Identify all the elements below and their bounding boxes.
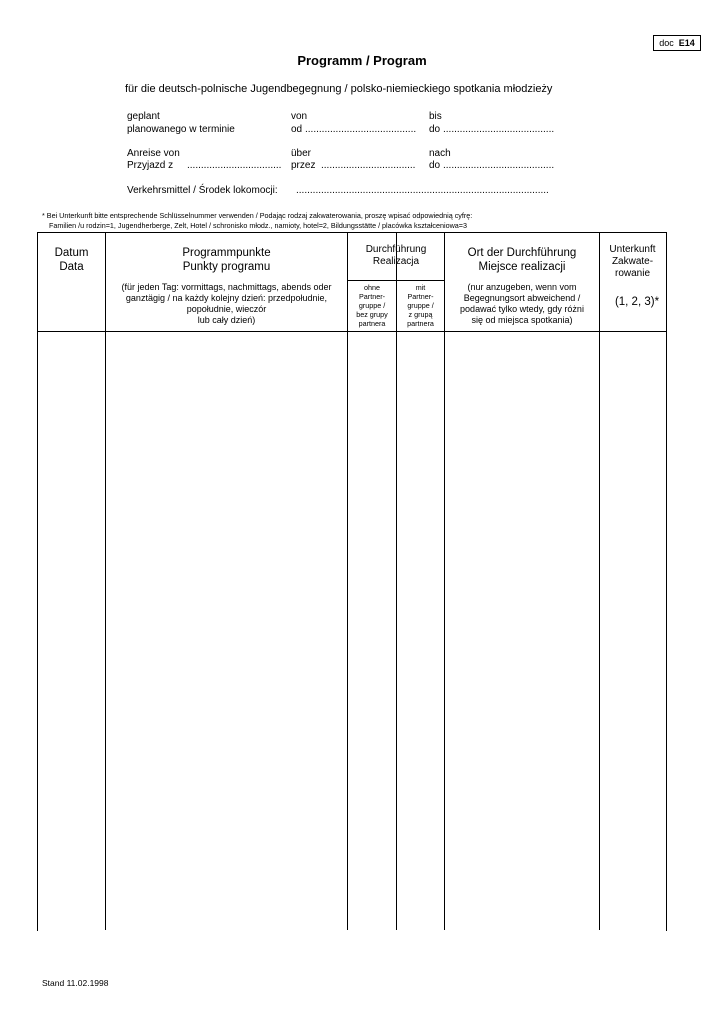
- unterkunft-column-input[interactable]: [600, 332, 665, 929]
- note-text: lub cały dzień): [197, 315, 256, 325]
- header-ort: [445, 246, 599, 274]
- label-von: von: [291, 111, 308, 122]
- header-durchfuehrung: [348, 244, 444, 268]
- header-ort-de: Ort der Durchführung: [467, 247, 577, 259]
- doc-code: E14: [678, 38, 695, 48]
- field-ueber[interactable]: ..................................: [321, 160, 416, 171]
- label-nach: nach: [429, 148, 451, 159]
- note-text: ganztägig / na każdy kolejny dzień: przedpołudnie,: [125, 293, 328, 303]
- stand-date: Stand 11.02.1998: [42, 978, 109, 988]
- note-line-2: Familien /u rodzin=1, Jugendherberge, Zelt, Hotel / schronisko młodz., namioty, hotel=2, Bildungsstätte / placówka kształceniowa=3: [49, 221, 467, 230]
- text: z grupą: [408, 310, 433, 319]
- field-nach[interactable]: ........................................: [443, 160, 555, 171]
- note-text: się od miejsca spotkania): [471, 315, 573, 325]
- header-ohne-partner: [348, 283, 396, 328]
- header-datum-pl: Data: [59, 261, 84, 273]
- text: gruppe /: [407, 301, 434, 310]
- header-durchfuehrung-de: Durchführung: [365, 244, 427, 255]
- header-programmpunkte-de: Programmpunkte: [182, 247, 271, 259]
- note-line-1: * Bei Unterkunft bitte entsprechende Schlüsselnummer verwenden / Podając rodzaj zakwaterowania, proszę wpisać odpowiednią cyfrę:: [42, 211, 473, 220]
- text: Partner-: [407, 292, 434, 301]
- subheader-divider: [347, 280, 445, 281]
- header-mit-partner: [397, 283, 444, 328]
- field-anreise-von[interactable]: ..................................: [187, 160, 282, 171]
- header-unterkunft-de: Unterkunft: [609, 244, 656, 255]
- note-text: (für jeden Tag: vormittags, nachmittags, abends oder: [121, 282, 332, 292]
- label-anreise: Anreise von: [127, 148, 180, 159]
- unterkunft-codes: (1, 2, 3)*: [614, 296, 660, 308]
- header-datum: [38, 246, 105, 274]
- note-text: (nur anzugeben, wenn vom: [467, 282, 577, 292]
- header-unterkunft-pl: Zakwate-: [611, 256, 654, 267]
- field-do-date[interactable]: ........................................: [443, 124, 555, 135]
- header-unterkunft: [600, 244, 665, 280]
- label-planowanego: planowanego w terminie: [127, 124, 235, 135]
- doc-prefix: doc: [659, 38, 674, 48]
- programmpunkte-note: [106, 282, 347, 326]
- programmpunkte-column-input[interactable]: [106, 332, 347, 929]
- text: Partner-: [359, 292, 385, 301]
- note-text: podawać tylko wtedy, gdy różni: [460, 304, 584, 314]
- label-do2: do: [429, 160, 441, 171]
- header-unterkunft-pl: rowanie: [614, 268, 651, 279]
- mit-partner-column-input[interactable]: [397, 332, 444, 929]
- doc-code-box: [653, 35, 701, 51]
- ort-column-input[interactable]: [445, 332, 599, 929]
- label-bis: bis: [429, 111, 442, 122]
- text: partnera: [407, 319, 434, 328]
- text: bez grupy: [356, 310, 388, 319]
- page-subtitle: für die deutsch-polnische Jugendbegegnung / polsko-niemieckiego spotkania młodzieży: [125, 83, 553, 95]
- note-text: popołudnie, wieczór: [186, 304, 267, 314]
- text: gruppe /: [358, 301, 386, 310]
- ort-note: [445, 282, 599, 326]
- label-verkehrsmittel: Verkehrsmittel / Środek lokomocji:: [127, 185, 278, 196]
- datum-column-input[interactable]: [38, 332, 105, 929]
- header-datum-de: Datum: [54, 247, 89, 259]
- header-ort-pl: Miejsce realizacji: [478, 261, 566, 273]
- field-od-date[interactable]: ........................................: [305, 124, 417, 135]
- text: partnera: [358, 319, 386, 328]
- header-durchfuehrung-pl: Realizacja: [372, 256, 420, 267]
- ohne-partner-column-input[interactable]: [348, 332, 396, 929]
- header-programmpunkte: [106, 246, 347, 274]
- label-przez: przez: [291, 160, 316, 171]
- label-do: do: [429, 124, 441, 135]
- label-przyjazd: Przyjazd z: [127, 160, 174, 171]
- page-title: Programm / Program: [297, 53, 427, 68]
- header-programmpunkte-pl: Punkty programu: [182, 261, 271, 273]
- note-text: Begegnungsort abweichend /: [463, 293, 581, 303]
- field-verkehrsmittel[interactable]: ...........................................................................................: [296, 185, 549, 196]
- label-ueber: über: [291, 148, 312, 159]
- text: ohne: [364, 283, 380, 292]
- label-od: od: [291, 124, 303, 135]
- label-geplant: geplant: [127, 111, 160, 122]
- text: mit: [415, 283, 426, 292]
